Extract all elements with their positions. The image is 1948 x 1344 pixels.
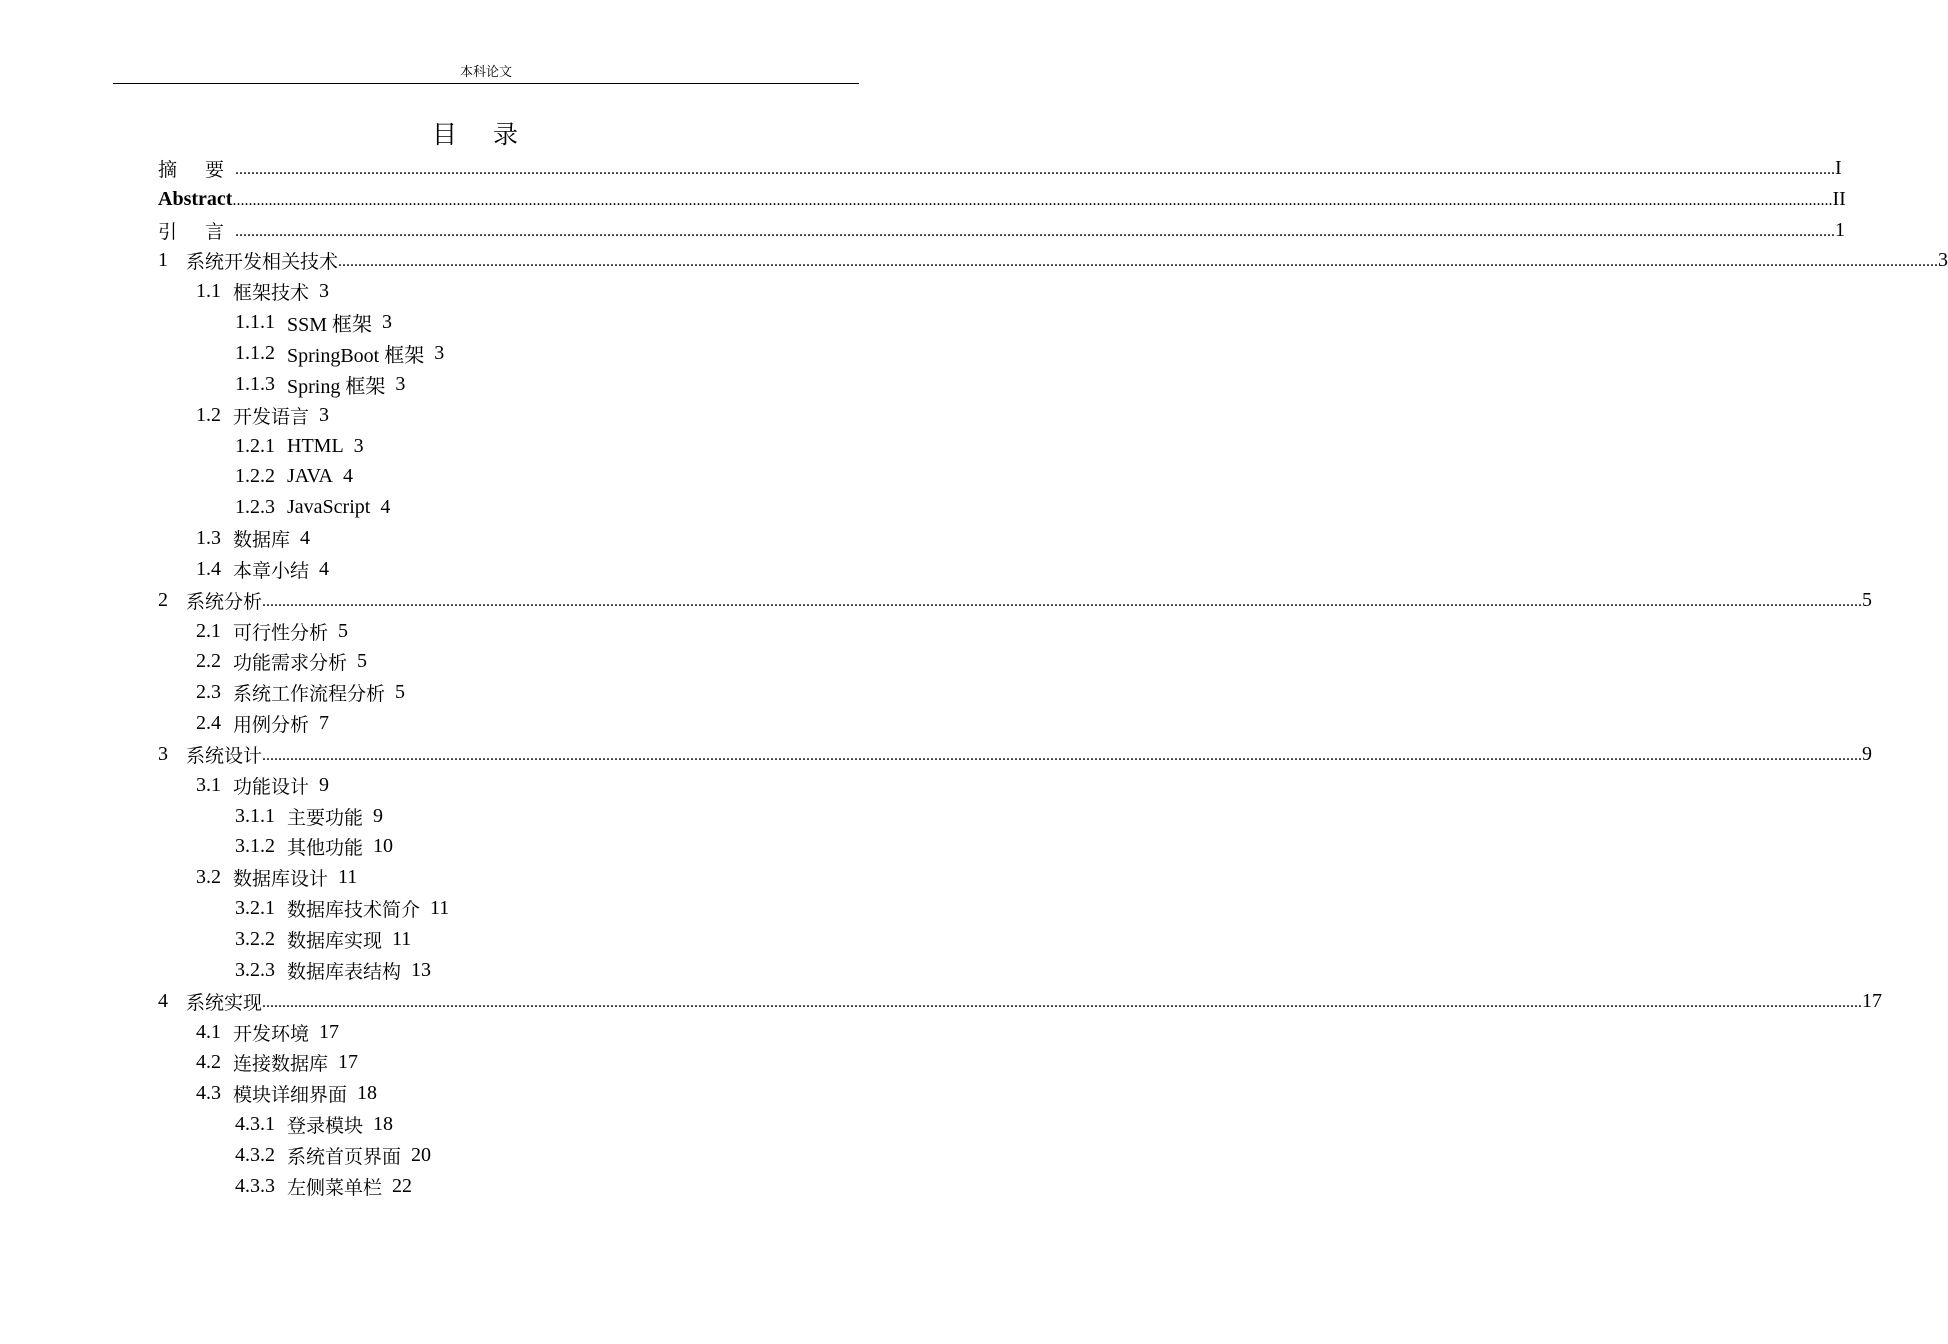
toc-entry-number: 4.1	[196, 1020, 221, 1043]
toc-entry-number: 1.1.3	[235, 372, 275, 395]
toc-entry[interactable]	[158, 523, 860, 554]
dot-leader: ................................................................................................................................................................................................................................................................................................................................................................................................................	[232, 191, 1833, 209]
toc-entry-page: 11	[338, 866, 358, 889]
toc-entry-number: 1.1.1	[235, 311, 275, 334]
toc-entry[interactable]	[158, 708, 860, 739]
toc-entry[interactable]	[158, 400, 860, 431]
toc-title: 目 录	[432, 120, 532, 149]
toc-entry[interactable]	[158, 554, 860, 585]
toc-entry-page: 13	[411, 958, 432, 981]
toc-entry-number: 2.4	[196, 712, 221, 735]
toc-entry[interactable]	[158, 647, 860, 678]
toc-entry[interactable]	[158, 276, 860, 307]
header-rule	[113, 83, 859, 84]
toc-entry-number: 2.3	[196, 681, 221, 704]
toc-entry[interactable]	[158, 677, 860, 708]
toc-entry-page: 5	[1862, 588, 1873, 611]
toc-entry[interactable]	[158, 1171, 860, 1202]
toc-entry[interactable]	[158, 955, 860, 986]
toc-entry-number: 1.2.1	[235, 434, 275, 457]
toc-entry[interactable]	[158, 1140, 860, 1171]
toc-entry[interactable]	[158, 801, 860, 832]
toc-entry-number: 2.2	[196, 650, 221, 673]
toc-entry-title: 开发语言	[233, 405, 310, 428]
toc-entry-number: 4.3	[196, 1082, 221, 1105]
toc-entry-title: SpringBoot 框架	[287, 344, 425, 367]
toc-entry-number: 3	[158, 742, 168, 765]
toc-entry-title: Spring 框架	[287, 375, 386, 398]
toc-entry-page: 3	[1938, 249, 1948, 272]
toc-entry-title: SSM 框架	[287, 314, 373, 337]
toc-entry[interactable]	[158, 431, 860, 462]
toc-entry[interactable]	[158, 616, 860, 647]
toc-entry-title: 主要功能	[287, 806, 364, 829]
toc-entry-page: 4	[319, 557, 330, 580]
toc-entry[interactable]	[158, 1017, 860, 1048]
toc-entry-number: 4.3.3	[235, 1174, 275, 1197]
toc-entry[interactable]	[158, 585, 1873, 616]
toc-entry-title: 模块详细界面	[233, 1084, 348, 1107]
toc-entry-page: 17	[319, 1020, 340, 1043]
toc-entry-page: 20	[411, 1143, 432, 1166]
toc-entry-page: 3	[434, 341, 445, 364]
toc-entry[interactable]	[158, 1078, 860, 1109]
running-header: 本科论文	[459, 65, 512, 80]
toc-entry-page: 9	[373, 804, 384, 827]
toc-entry-page: 3	[319, 403, 330, 426]
toc-entry-title: Abstract	[158, 187, 233, 210]
toc-entry-page: 9	[319, 773, 330, 796]
toc-entry[interactable]	[158, 986, 1883, 1017]
toc-entry-page: 17	[338, 1051, 359, 1074]
toc-entry-page: 4	[380, 496, 391, 519]
toc-entry-page: 7	[319, 712, 330, 735]
toc-entry-number: 1.2.2	[235, 465, 275, 488]
toc-entry-page: 22	[392, 1174, 413, 1197]
toc-entry-title: 用例分析	[233, 714, 310, 737]
toc-entry-title: 摘 要	[158, 158, 236, 181]
toc-entry-title: 系统开发相关技术	[186, 251, 339, 274]
toc-entry-title: 连接数据库	[233, 1053, 329, 1076]
toc-entry-title: 功能设计	[233, 775, 310, 798]
toc-entry[interactable]	[158, 770, 860, 801]
toc-entry-number: 1.1.2	[235, 341, 275, 364]
toc-entry-page: 5	[338, 619, 349, 642]
toc-entry[interactable]	[158, 1109, 860, 1140]
toc-entry[interactable]	[158, 184, 1846, 215]
toc-entry-page: 3	[382, 311, 393, 334]
toc-entry-page: I	[1835, 156, 1842, 179]
toc-entry-title: 数据库技术简介	[287, 899, 421, 922]
toc-entry[interactable]	[158, 893, 860, 924]
toc-entry-number: 4	[158, 989, 168, 1012]
toc-entry-title: 数据库设计	[233, 868, 329, 891]
toc-entry-number: 3.2	[196, 866, 221, 889]
toc-entry-page: 18	[373, 1113, 394, 1136]
toc-entry-page: 4	[300, 527, 311, 550]
dot-leader: ................................................................................................................................................................................................................................................................................................................................................................................................................	[262, 746, 1863, 764]
toc-entry[interactable]	[158, 246, 1948, 277]
table-of-contents	[158, 153, 1948, 1202]
dot-leader: ................................................................................................................................................................................................................................................................................................................................................................................................................	[338, 253, 1939, 271]
toc-entry-title: 登录模块	[287, 1115, 364, 1138]
toc-entry-title: HTML	[287, 434, 344, 457]
toc-entry-number: 2.1	[196, 619, 221, 642]
toc-entry-number: 1	[158, 249, 168, 272]
toc-entry-title: 其他功能	[287, 837, 364, 860]
toc-entry-title: 系统工作流程分析	[233, 683, 386, 706]
toc-entry-page: 10	[373, 835, 394, 858]
toc-entry[interactable]	[158, 153, 1842, 184]
toc-entry[interactable]	[158, 1047, 860, 1078]
toc-entry-page: 5	[357, 650, 368, 673]
toc-entry-number: 2	[158, 588, 168, 611]
toc-entry-number: 4.3.1	[235, 1113, 275, 1136]
dot-leader: ................................................................................................................................................................................................................................................................................................................................................................................................................	[262, 592, 1863, 610]
toc-entry-title: 数据库表结构	[287, 960, 402, 983]
dot-leader: ................................................................................................................................................................................................................................................................................................................................................................................................................	[235, 222, 1836, 240]
toc-entry-page: 17	[1862, 989, 1883, 1012]
toc-entry-page: 3	[319, 280, 330, 303]
toc-entry-title: 数据库	[233, 529, 291, 552]
toc-entry-title: 系统分析	[186, 590, 263, 613]
toc-entry-title: 可行性分析	[233, 621, 329, 644]
toc-entry-title: 左侧菜单栏	[287, 1176, 383, 1199]
toc-entry-page: II	[1832, 187, 1846, 210]
toc-entry-page: 9	[1862, 742, 1873, 765]
toc-entry-page: 5	[395, 681, 406, 704]
toc-entry-title: JAVA	[287, 465, 333, 488]
toc-entry-number: 3.1.2	[235, 835, 275, 858]
toc-entry-title: 框架技术	[233, 282, 310, 305]
toc-entry-title: 系统实现	[186, 991, 263, 1014]
toc-entry-title: 功能需求分析	[233, 652, 348, 675]
toc-entry-number: 1.1	[196, 280, 221, 303]
toc-entry-title: 系统设计	[186, 744, 263, 767]
toc-entry-number: 4.2	[196, 1051, 221, 1074]
toc-entry-page: 11	[430, 897, 450, 920]
toc-entry[interactable]	[158, 461, 860, 492]
toc-entry-title: 本章小结	[233, 559, 310, 582]
toc-entry-number: 1.4	[196, 557, 221, 580]
toc-entry[interactable]	[158, 832, 860, 863]
toc-entry-page: 3	[353, 434, 364, 457]
toc-entry-number: 1.3	[196, 527, 221, 550]
toc-entry[interactable]	[158, 307, 860, 338]
toc-entry-title: 开发环境	[233, 1022, 310, 1045]
toc-entry-number: 4.3.2	[235, 1143, 275, 1166]
toc-entry-page: 11	[392, 928, 412, 951]
toc-entry[interactable]	[158, 492, 860, 523]
toc-entry-number: 3.2.2	[235, 928, 275, 951]
toc-entry-number: 3.1.1	[235, 804, 275, 827]
toc-entry-page: 18	[357, 1082, 378, 1105]
toc-entry-page: 4	[342, 465, 353, 488]
toc-entry-number: 3.2.1	[235, 897, 275, 920]
toc-entry-number: 1.2.3	[235, 496, 275, 519]
toc-entry[interactable]	[158, 924, 860, 955]
toc-entry-title: JavaScript	[287, 496, 371, 519]
toc-entry[interactable]	[158, 862, 860, 893]
toc-entry-number: 3.1	[196, 773, 221, 796]
toc-entry[interactable]	[158, 739, 1873, 770]
toc-entry[interactable]	[158, 369, 860, 400]
dot-leader: ................................................................................................................................................................................................................................................................................................................................................................................................................	[235, 160, 1836, 178]
toc-entry-title: 引 言	[158, 220, 236, 243]
toc-entry[interactable]	[158, 215, 1846, 246]
dot-leader: ................................................................................................................................................................................................................................................................................................................................................................................................................	[262, 993, 1863, 1011]
toc-entry-title: 数据库实现	[287, 930, 383, 953]
toc-entry-title: 系统首页界面	[287, 1145, 402, 1168]
toc-entry-page: 1	[1835, 218, 1846, 241]
toc-entry[interactable]	[158, 338, 860, 369]
toc-entry-number: 3.2.3	[235, 958, 275, 981]
toc-entry-number: 1.2	[196, 403, 221, 426]
toc-entry-page: 3	[395, 372, 406, 395]
